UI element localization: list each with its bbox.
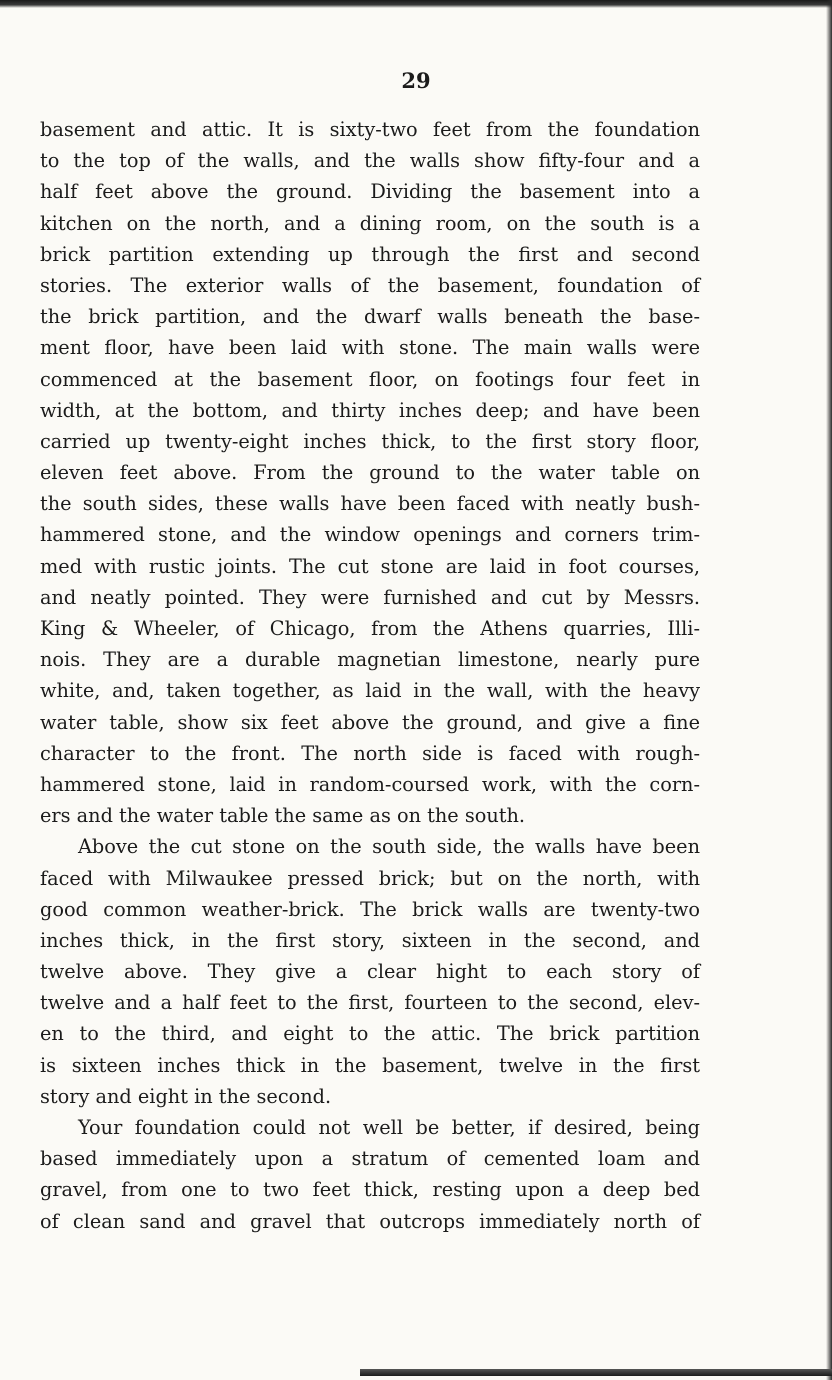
right-edge-shadow — [826, 0, 832, 1380]
text-line: en to the third, and eight to the attic. The brick partition — [40, 1022, 700, 1046]
text-line: carried up twenty-eight inches thick, to the first story floor, — [40, 429, 700, 453]
text-line: story and eight in the second. — [40, 1084, 332, 1108]
text-line: King & Wheeler, of Chicago, from the Athens quarries, Illi- — [40, 617, 700, 640]
text-line: twelve and a half feet to the first, fourteen to the second, elev- — [40, 991, 700, 1015]
text-line: water table, show six feet above the ground, and give a fine — [40, 710, 700, 734]
top-edge-rule — [0, 0, 832, 8]
paragraph — [40, 1112, 700, 1237]
text-line: med with rustic joints. The cut stone are laid in foot courses, — [40, 554, 700, 578]
bottom-edge-rule — [360, 1369, 832, 1376]
text-line: commenced at the basement floor, on footings four feet in — [40, 367, 700, 391]
paragraph — [40, 114, 700, 831]
text-line: based immediately upon a stratum of cemented loam and — [40, 1147, 700, 1171]
text-line: kitchen on the north, and a dining room, on the south is a — [40, 211, 700, 235]
text-line: ers and the water table the same as on the south. — [40, 804, 526, 828]
text-line: Above the cut stone on the south side, the walls have been — [78, 835, 700, 859]
text-line: white, and, taken together, as laid in the wall, with the heavy — [40, 679, 700, 703]
text-line: and neatly pointed. They were furnished and cut by Messrs. — [40, 585, 700, 609]
text-line: to the top of the walls, and the walls show fifty-four and a — [40, 149, 700, 173]
text-line: twelve above. They give a clear hight to each story of — [40, 960, 700, 984]
text-line: the brick partition, and the dwarf walls beneath the base- — [40, 305, 700, 329]
text-line: of clean sand and gravel that outcrops immediately north of — [40, 1209, 700, 1233]
text-line: the south sides, these walls have been faced with neatly bush- — [40, 492, 700, 516]
paragraph — [40, 831, 700, 1112]
text-line: is sixteen inches thick in the basement, twelve in the first — [40, 1053, 700, 1077]
text-line: stories. The exterior walls of the basement, foundation of — [40, 273, 700, 297]
text-line: nois. They are a durable magnetian limestone, nearly pure — [40, 648, 700, 672]
text-line: hammered stone, and the window openings and corners trim- — [40, 523, 700, 547]
text-line: inches thick, in the first story, sixteen in the second, and — [40, 928, 700, 952]
text-line: half feet above the ground. Dividing the basement into a — [40, 180, 700, 204]
text-line: basement and attic. It is sixty-two feet from the foundation — [40, 118, 700, 141]
text-line: width, at the bottom, and thirty inches deep; and have been — [40, 398, 700, 422]
text-line: Your foundation could not well be better, if desired, being — [78, 1116, 700, 1139]
text-line: brick partition extending up through the first and second — [40, 242, 700, 266]
text-line: ment floor, have been laid with stone. The main walls were — [40, 336, 700, 360]
text-line: faced with Milwaukee pressed brick; but on the north, with — [40, 866, 700, 890]
text-line: eleven feet above. From the ground to the water table on — [40, 461, 700, 485]
text-line: character to the front. The north side is faced with rough- — [40, 741, 700, 765]
text-line: gravel, from one to two feet thick, resting upon a deep bed — [40, 1178, 700, 1202]
page-number: 29 — [401, 68, 431, 93]
body-text — [40, 114, 700, 1237]
text-line: good common weather-brick. The brick walls are twenty-two — [40, 897, 700, 921]
text-line: hammered stone, laid in random-coursed work, with the corn- — [40, 772, 700, 796]
